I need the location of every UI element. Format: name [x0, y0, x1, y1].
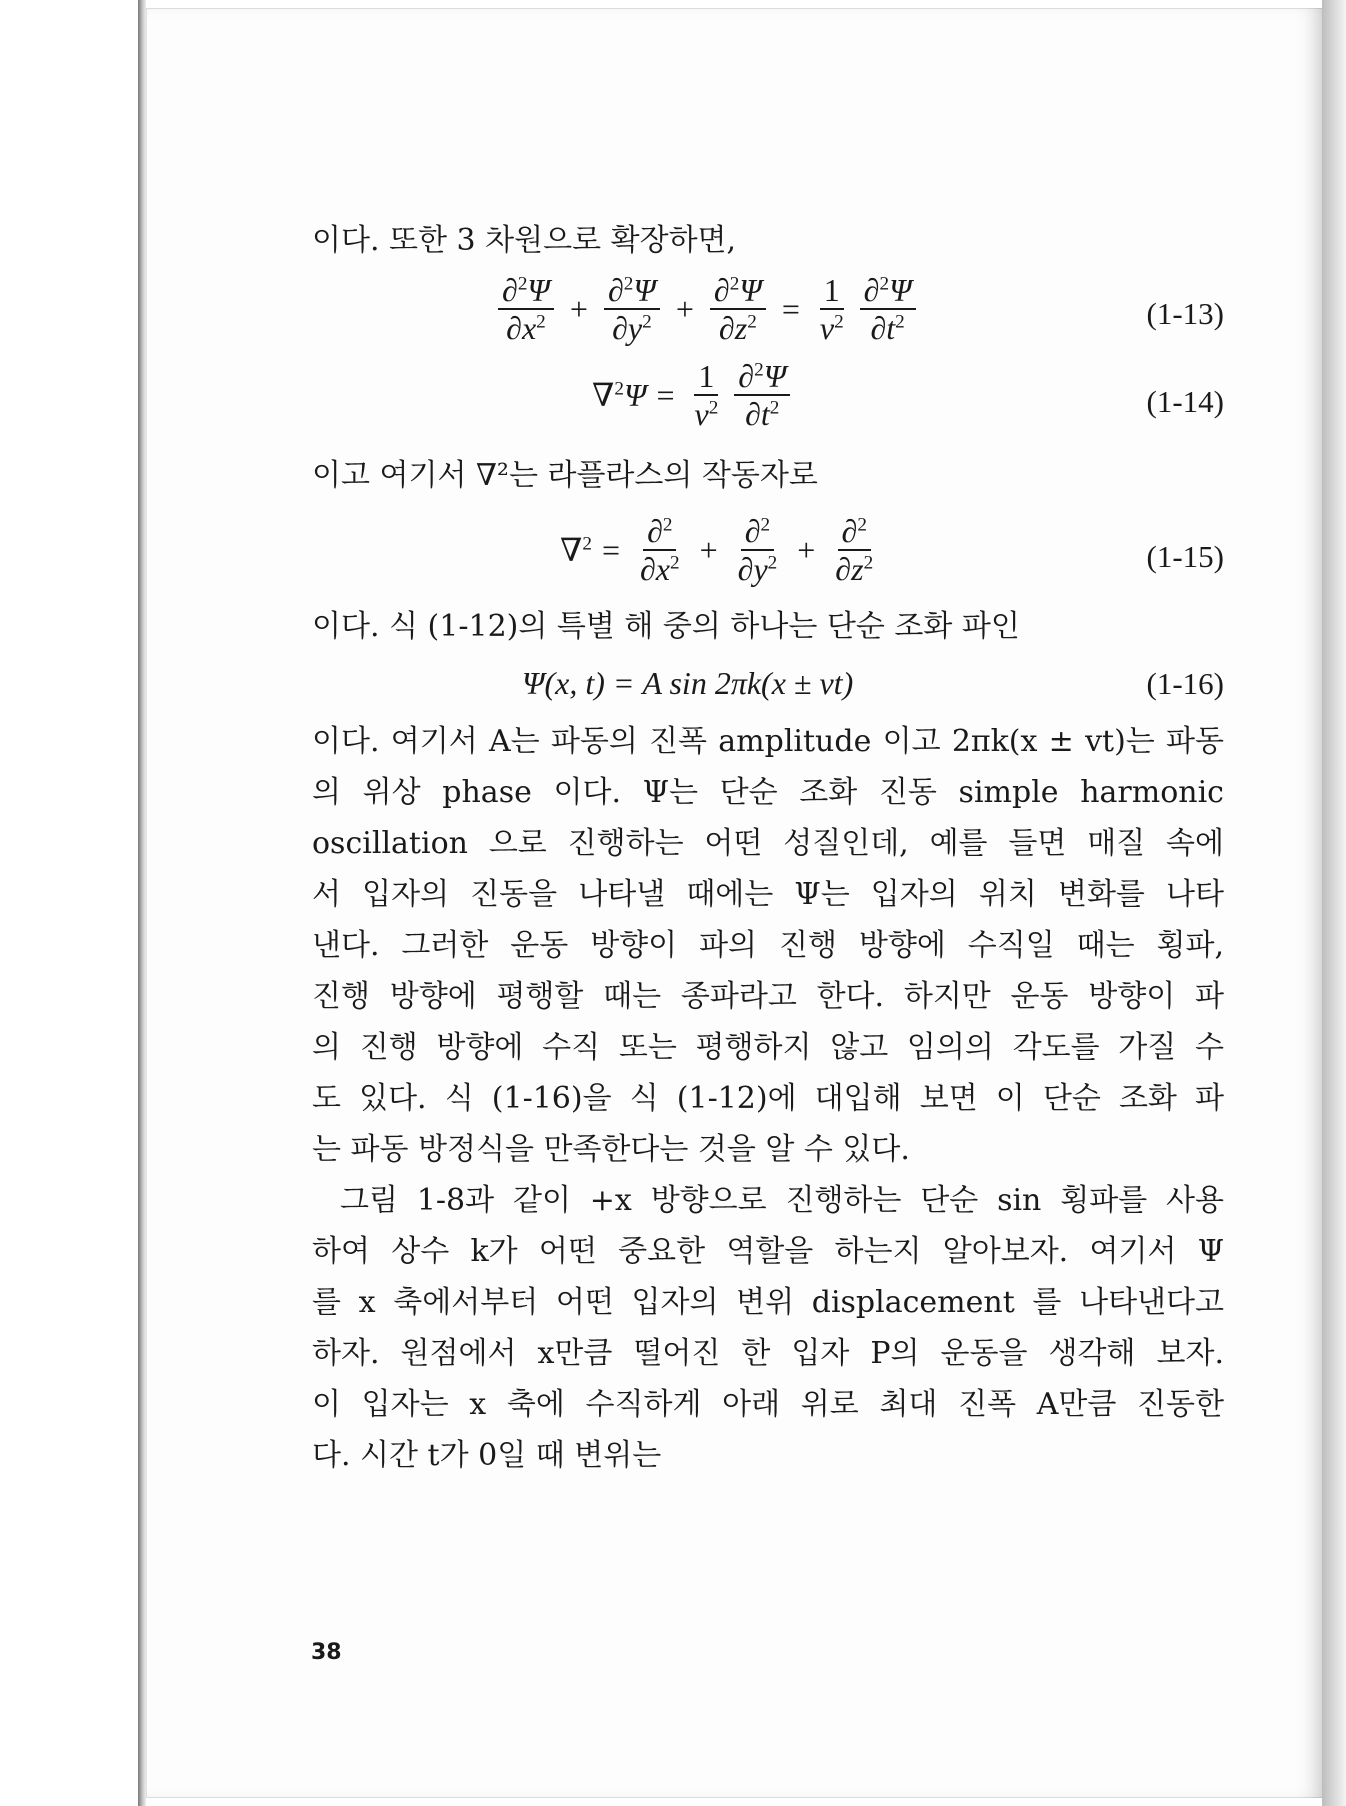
equation-1-15	[312, 501, 1224, 601]
equation-1-16	[312, 652, 1224, 716]
equation-1-16-formula: Ψ(x, t) = A sin 2πk(x ± vt)	[522, 665, 854, 701]
paragraph-4-line: 낸다. 그러한 운동 방향이 파의 진행 방향에 수직일 때는 횡파,	[312, 928, 1224, 963]
paragraph-5-line: 다. 시간 t가 0일 때 변위는	[312, 1438, 662, 1473]
equation-number-1-14: (1-14)	[1146, 384, 1224, 419]
paragraph-2: 이고 여기서 ∇²는 라플라스의 작동자로	[312, 458, 818, 493]
equation-1-15-formula: ∇$^2$ = $\frac{\partial^2}{\partial x^2}$ + $\frac{\partial^2}{\partial y^2}$ + $\frac{\partial^2}{\partial z^2}$	[560, 513, 874, 587]
equation-1-13-formula: $\frac{\partial^2\Psi}{\partial x^2}$ + $\frac{\partial^2\Psi}{\partial y^2}$ + $\frac{\partial^2\Psi}{\partial z^2}$ = $\frac{1}{v^2}$ $\frac{\partial^2\Psi}{\partial t^2}$	[492, 272, 922, 346]
equation-number-1-13: (1-13)	[1146, 296, 1224, 331]
paragraph-1: 이다. 또한 3 차원으로 확장하면,	[312, 223, 737, 258]
paragraph-4-line: 이다. 여기서 A는 파동의 진폭 amplitude 이고 2πk(x ± vt)는 파동	[312, 724, 1224, 759]
equation-1-14	[312, 358, 1224, 450]
equation-number-1-16: (1-16)	[1146, 666, 1224, 701]
page-edge-shadow	[1322, 0, 1346, 1806]
paragraph-4-line: 진행 방향에 평행할 때는 종파라고 한다. 하지만 운동 방향이 파	[312, 979, 1224, 1014]
paragraph-5-line: 이 입자는 x 축에 수직하게 아래 위로 최대 진폭 A만큼 진동한	[312, 1387, 1224, 1422]
paragraph-5	[312, 1175, 1224, 1481]
paragraph-5-line: 하자. 원점에서 x만큼 떨어진 한 입자 P의 운동을 생각해 보자.	[312, 1336, 1224, 1371]
paragraph-4-line: 도 있다. 식 (1-16)을 식 (1-12)에 대입해 보면 이 단순 조화 파	[312, 1081, 1224, 1116]
paragraph-5-line: 그림 1-8과 같이 +x 방향으로 진행하는 단순 sin 횡파를 사용	[340, 1183, 1224, 1218]
paragraph-5-line: 하여 상수 k가 어떤 중요한 역할을 하는지 알아보자. 여기서 Ψ	[312, 1234, 1224, 1269]
page-content	[312, 215, 1224, 1481]
paragraph-4-line: 의 진행 방향에 수직 또는 평행하지 않고 임의의 각도를 가질 수	[312, 1030, 1224, 1065]
paragraph-3: 이다. 식 (1-12)의 특별 해 중의 하나는 단순 조화 파인	[312, 609, 1020, 644]
equation-number-1-15: (1-15)	[1146, 539, 1224, 574]
equation-1-14-formula: ∇$^2$Ψ = $\frac{1}{v^2}$ $\frac{\partial^2\Psi}{\partial t^2}$	[592, 358, 796, 432]
page-number: 38	[311, 1640, 342, 1665]
book-spine	[138, 0, 146, 1806]
paragraph-4-line: oscillation 으로 진행하는 어떤 성질인데, 예를 들면 매질 속에	[312, 826, 1224, 861]
equation-1-13	[312, 266, 1224, 358]
paragraph-5-line: 를 x 축에서부터 어떤 입자의 변위 displacement 를 나타낸다고	[312, 1285, 1224, 1320]
paragraph-4-line: 의 위상 phase 이다. Ψ는 단순 조화 진동 simple harmonic	[312, 775, 1224, 810]
book-left-margin	[0, 0, 140, 1806]
paragraph-4-line: 서 입자의 진동을 나타낼 때에는 Ψ는 입자의 위치 변화를 나타	[312, 877, 1224, 912]
paragraph-4	[312, 716, 1224, 1175]
paragraph-4-line: 는 파동 방정식을 만족한다는 것을 알 수 있다.	[312, 1132, 910, 1167]
